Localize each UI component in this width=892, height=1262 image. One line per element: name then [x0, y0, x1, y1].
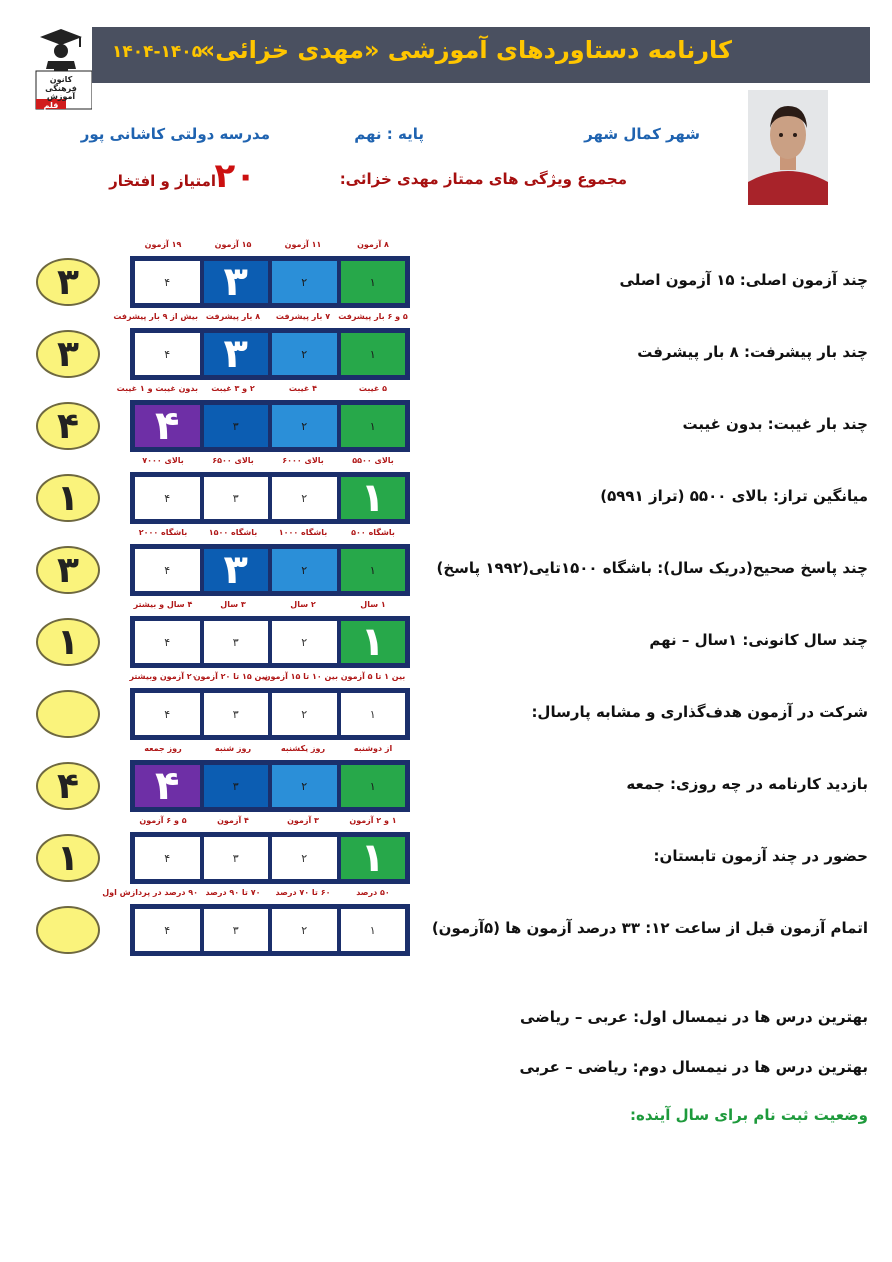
row-label: چند بار پیشرفت: ۸ بار پیشرفت — [637, 343, 868, 361]
category-label: ۱ سال — [360, 600, 386, 609]
row-label: چند پاسخ صحیح(دریک سال): باشگاه ۱۵۰۰تایی(۱۹۹۲ پاسخ) — [436, 559, 868, 577]
grid-cell: ۴ — [135, 477, 200, 519]
score-grid — [130, 400, 410, 452]
grid-cell: ۲ — [272, 837, 337, 879]
score-grid — [130, 472, 410, 524]
score-grid — [130, 256, 410, 308]
category-label: ۲۰ آزمون وبیشتر — [129, 672, 197, 681]
row-score-circle: ۱ — [36, 474, 100, 522]
category-label: ۴ آزمون — [217, 816, 249, 825]
grid-cell: ۱ — [341, 261, 406, 303]
grid-cell: ۴ — [135, 549, 200, 591]
student-photo — [748, 90, 828, 205]
category-label: باشگاه ۲۰۰۰ — [138, 528, 188, 537]
category-label: ۱۱ آزمون — [284, 240, 322, 249]
category-label: از دوشنبه — [353, 744, 393, 753]
grid-cell: ۲ — [272, 621, 337, 663]
row-label: حضور در چند آزمون تابستان: — [653, 847, 868, 865]
grid-cell: ۱ — [341, 549, 406, 591]
category-label: ۲ و ۳ غیبت — [211, 384, 255, 393]
category-label: ۵ و ۶ آزمون — [139, 816, 187, 825]
row-label: میانگین تراز: بالای ۵۵۰۰ (تراز ۵۹۹۱) — [600, 487, 868, 505]
grid-cell: ۳ — [204, 765, 269, 807]
page-title: کارنامه دستاوردهای آموزشی «مهدی خزائی» — [199, 36, 732, 64]
grid-cell: ۴ — [135, 837, 200, 879]
score-grid — [130, 328, 410, 380]
row-score-circle: ۱ — [36, 834, 100, 882]
grid-cell: ۴ — [135, 405, 200, 447]
total-score: ۲۰ — [214, 156, 256, 196]
score-grid — [130, 904, 410, 956]
grid-cell: ۱ — [341, 405, 406, 447]
grid-cell: ۱ — [341, 765, 406, 807]
row-label: اتمام آزمون قبل از ساعت ۱۲: ۳۳ درصد آزمون ها (۵آزمون) — [431, 919, 868, 937]
category-label: ۷ بار پیشرفت — [275, 312, 331, 321]
registration-status: وضعیت ثبت نام برای سال آینده: — [630, 1106, 868, 1124]
category-label: بیش از ۹ بار پیشرفت — [113, 312, 198, 321]
category-label: ۳ آزمون — [287, 816, 319, 825]
grid-cell: ۲ — [272, 765, 337, 807]
category-label: ۹۰ درصد در پردازش اول — [102, 888, 198, 897]
score-grid — [130, 616, 410, 668]
row-label: چند سال کانونی: ۱سال – نهم — [649, 631, 868, 649]
category-label: ۱۹ آزمون — [144, 240, 182, 249]
grid-cell: ۳ — [204, 837, 269, 879]
school-label: مدرسه دولتی کاشانی پور — [80, 125, 270, 143]
category-label: ۱ و ۲ آزمون — [349, 816, 397, 825]
logo-line-4: قلم چی — [43, 101, 59, 119]
score-grid — [130, 544, 410, 596]
logo-line-3: آموزش — [46, 92, 76, 101]
category-label: باشگاه ۱۵۰۰ — [208, 528, 258, 537]
row-label: شرکت در آزمون هدف‌گذاری و مشابه پارسال: — [531, 703, 868, 721]
grid-cell: ۲ — [272, 477, 337, 519]
row-label: چند بار غیبت: بدون غیبت — [682, 415, 868, 433]
grid-cell: ۴ — [135, 621, 200, 663]
row-score-circle: ۳ — [36, 258, 100, 306]
category-label: باشگاه ۵۰۰ — [351, 528, 395, 537]
grid-cell: ۱ — [341, 693, 406, 735]
grid-cell: ۱ — [341, 333, 406, 375]
logo-line-1: کانون — [49, 75, 73, 84]
kanoon-logo — [30, 27, 92, 119]
grid-cell: ۴ — [135, 693, 200, 735]
logo-line-2: فرهنگی — [45, 84, 77, 93]
row-score-circle: ۳ — [36, 546, 100, 594]
grid-cell: ۳ — [204, 477, 269, 519]
category-label: ۶۰ تا ۷۰ درصد — [275, 888, 331, 897]
student-avatar-icon — [748, 90, 828, 205]
grid-cell: ۳ — [204, 693, 269, 735]
category-label: ۷۰ تا ۹۰ درصد — [205, 888, 261, 897]
category-label: روز یکشنبه — [280, 744, 326, 753]
category-label: بالای ۷۰۰۰ — [142, 456, 184, 465]
row-score-circle — [36, 690, 100, 738]
best-subjects-term-2: بهترین درس ها در نیمسال دوم: ریاضی – عربی — [519, 1058, 868, 1076]
category-label: بدون غیبت و ۱ غیبت — [116, 384, 198, 393]
category-label: بین ۱۰ تا ۱۵ آزمون — [263, 672, 338, 681]
city-label: شهر کمال شهر — [584, 125, 700, 143]
row-score-circle: ۱ — [36, 618, 100, 666]
grid-cell: ۳ — [204, 909, 269, 951]
grid-cell: ۱ — [341, 477, 406, 519]
grid-cell: ۱ — [341, 837, 406, 879]
grade-label: پایه : نهم — [354, 125, 424, 143]
grid-cell: ۳ — [204, 333, 269, 375]
category-label: ۴ سال و بیشتر — [133, 600, 193, 609]
grid-cell: ۴ — [135, 909, 200, 951]
category-label: ۵۰ درصد — [356, 888, 390, 897]
grid-cell: ۲ — [272, 909, 337, 951]
best-subjects-term-1: بهترین درس ها در نیمسال اول: عربی – ریاضی — [520, 1008, 868, 1026]
score-label: امتیاز و افتخار — [109, 172, 216, 190]
grid-cell: ۳ — [204, 621, 269, 663]
grid-cell: ۳ — [204, 549, 269, 591]
grid-cell: ۲ — [272, 261, 337, 303]
category-label: ۱۵ آزمون — [214, 240, 252, 249]
grid-cell: ۲ — [272, 405, 337, 447]
category-label: روز جمعه — [144, 744, 182, 753]
category-label: ۸ آزمون — [357, 240, 389, 249]
row-score-circle: ۳ — [36, 330, 100, 378]
grid-cell: ۳ — [204, 261, 269, 303]
category-label: بین ۱۵ تا ۲۰ آزمون — [193, 672, 268, 681]
grid-cell: ۱ — [341, 909, 406, 951]
category-label: ۳ سال — [220, 600, 246, 609]
category-label: روز شنبه — [214, 744, 252, 753]
row-label: چند آزمون اصلی: ۱۵ آزمون اصلی — [619, 271, 868, 289]
score-grid — [130, 688, 410, 740]
academic-years: ۱۴۰۴-۱۴۰۵ — [112, 42, 203, 62]
grid-cell: ۴ — [135, 765, 200, 807]
grid-cell: ۴ — [135, 261, 200, 303]
category-label: بالای ۶۵۰۰ — [212, 456, 254, 465]
grid-cell: ۱ — [341, 621, 406, 663]
category-label: ۸ بار پیشرفت — [205, 312, 261, 321]
category-label: بالای ۶۰۰۰ — [282, 456, 324, 465]
category-label: بالای ۵۵۰۰ — [352, 456, 394, 465]
category-label: ۲ سال — [290, 600, 316, 609]
features-label: مجموع ویژگی های ممتاز مهدی خزائی: — [339, 170, 627, 188]
category-label: ۴ غیبت — [288, 384, 318, 393]
score-grid — [130, 760, 410, 812]
grid-cell: ۲ — [272, 693, 337, 735]
score-grid — [130, 832, 410, 884]
grid-cell: ۲ — [272, 333, 337, 375]
category-label: باشگاه ۱۰۰۰ — [278, 528, 328, 537]
category-label: ۵ و ۶ بار پیشرفت — [338, 312, 408, 321]
category-label: ۵ غیبت — [358, 384, 388, 393]
grid-cell: ۳ — [204, 405, 269, 447]
row-label: بازدید کارنامه در چه روزی: جمعه — [626, 775, 868, 793]
row-score-circle: ۴ — [36, 762, 100, 810]
grid-cell: ۴ — [135, 333, 200, 375]
category-label: بین ۱ تا ۵ آزمون — [340, 672, 406, 681]
row-score-circle: ۴ — [36, 402, 100, 450]
row-score-circle — [36, 906, 100, 954]
grid-cell: ۲ — [272, 549, 337, 591]
